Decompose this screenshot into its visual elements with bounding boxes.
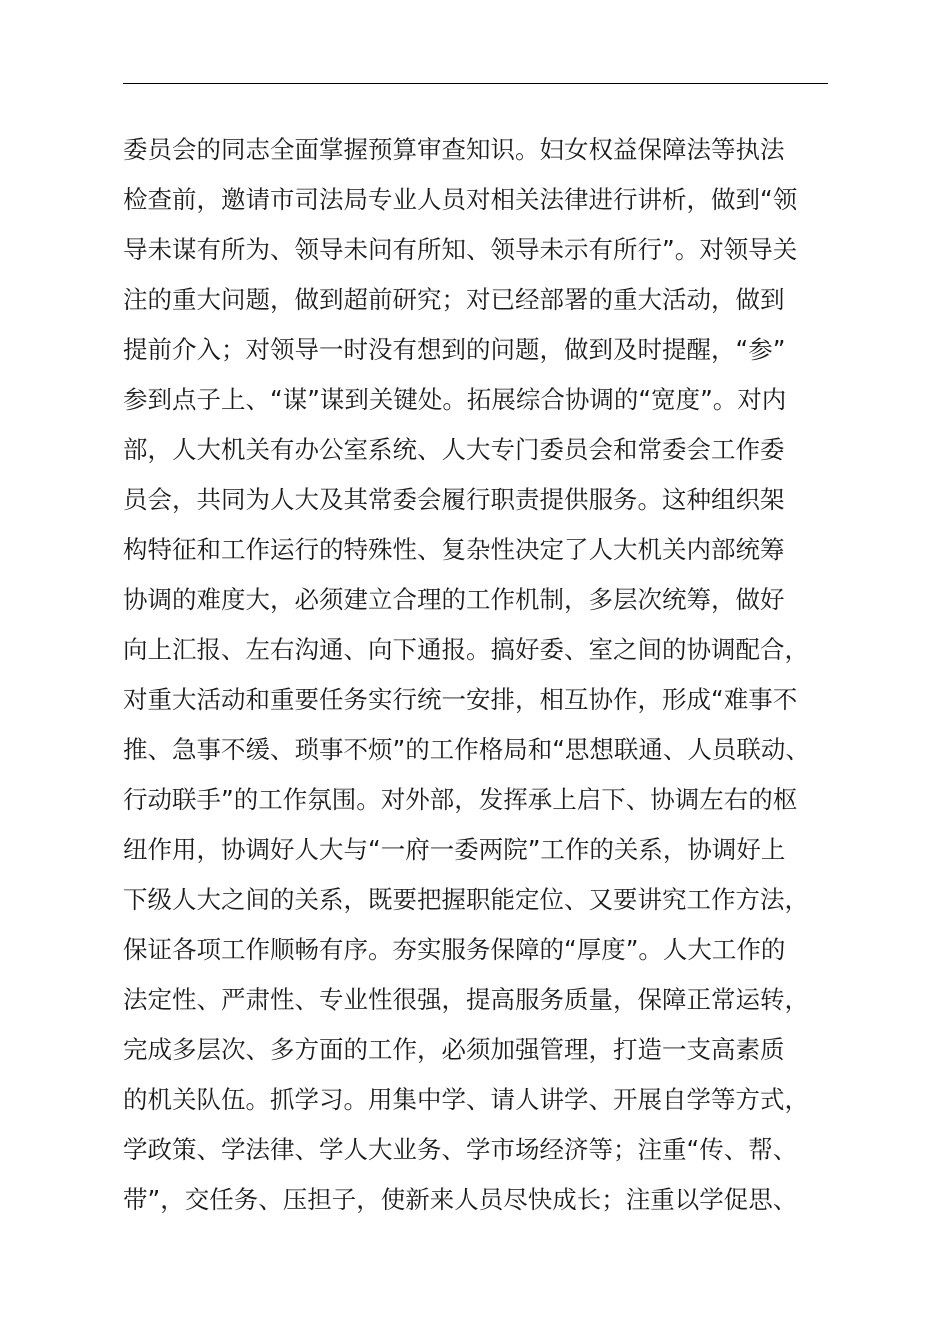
body-text [123, 125, 863, 1225]
text-line: 对重大活动和重要任务实行统一安排，相互协作，形成“难事不 [123, 685, 798, 714]
text-line: 提前介入；对领导一时没有想到的问题，做到及时提醒，“参” [123, 335, 786, 364]
text-line: 导未谋有所为、领导未问有所知、领导未示有所行”。对领导关 [123, 235, 798, 264]
text-line: 员会，共同为人大及其常委会履行职责提供服务。这种组织架 [123, 485, 785, 514]
text-line: 委员会的同志全面掌握预算审查知识。妇女权益保障法等执法 [123, 135, 785, 164]
text-line: 协调的难度大，必须建立合理的工作机制，多层次统筹，做好 [123, 585, 785, 614]
text-line: 法定性、严肃性、专业性很强，提高服务质量，保障正常运转， [123, 985, 809, 1014]
text-line: 的机关队伍。抓学习。用集中学、请人讲学、开展自学等方式， [123, 1085, 809, 1114]
text-line: 带”，交任务、压担子，使新来人员尽快成长；注重以学促思、 [123, 1185, 798, 1214]
text-line: 部，人大机关有办公室系统、人大专门委员会和常委会工作委 [123, 435, 785, 464]
text-line: 学政策、学法律、学人大业务、学市场经济等；注重“传、帮、 [123, 1135, 798, 1164]
text-line: 下级人大之间的关系，既要把握职能定位、又要讲究工作方法， [123, 885, 809, 914]
text-line: 纽作用，协调好人大与“一府一委两院”工作的关系，协调好上 [123, 835, 786, 864]
text-line: 推、急事不缓、琐事不烦”的工作格局和“思想联通、人员联动、 [123, 735, 810, 764]
text-line: 行动联手”的工作氛围。对外部，发挥承上启下、协调左右的枢 [123, 785, 798, 814]
text-line: 保证各项工作顺畅有序。夯实服务保障的“厚度”。人大工作的 [123, 935, 786, 964]
text-line: 完成多层次、多方面的工作，必须加强管理，打造一支高素质 [123, 1035, 785, 1064]
text-line: 注的重大问题，做到超前研究；对已经部署的重大活动，做到 [123, 285, 785, 314]
header-rule [123, 83, 828, 84]
text-line: 参到点子上、“谋”谋到关键处。拓展综合协调的“宽度”。对内 [123, 385, 787, 414]
text-line: 构特征和工作运行的特殊性、复杂性决定了人大机关内部统筹 [123, 535, 785, 564]
text-line: 检查前，邀请市司法局专业人员对相关法律进行讲析，做到“领 [123, 185, 798, 214]
text-line: 向上汇报、左右沟通、向下通报。搞好委、室之间的协调配合， [123, 635, 809, 664]
